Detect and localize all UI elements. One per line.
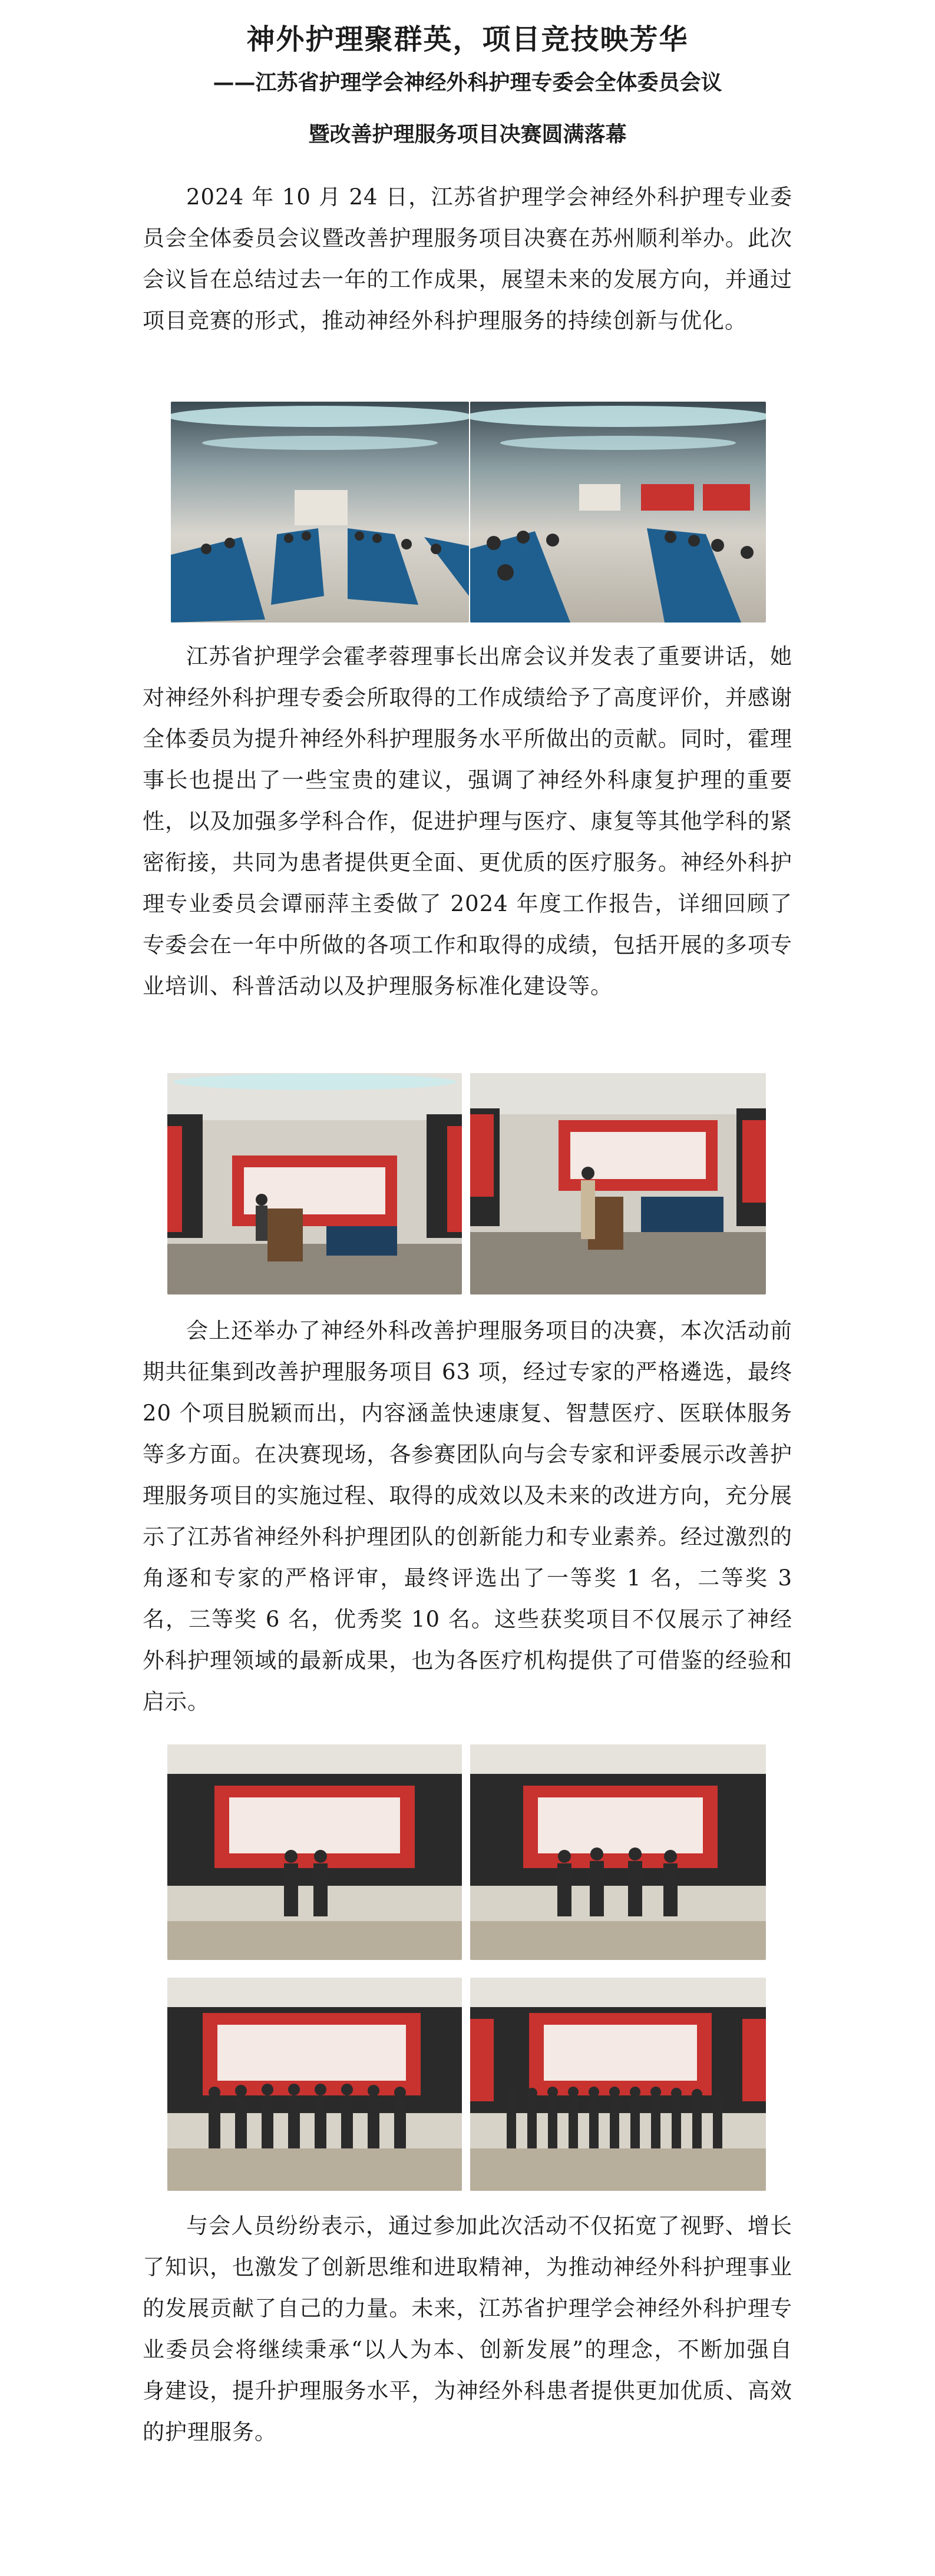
article-title: 神外护理聚群英，项目竞技映芳华 [246, 23, 689, 56]
paragraph-competition: 会上还举办了神经外科改善护理服务项目的决赛，本次活动前期共征集到改善护理服务项目 63 项，经过专家的严格遴选，最终 20 个项目脱颖而出，内容涵盖快速康复、智慧医疗、医联体服务等多方面。在决赛现场，各参赛团队向与会专家和评委展示改善护理服务项目的实施过程、取得的成效以及未来的改进方向，充分展示了江苏省神经外科护理团队的创新能力和专业素养。经过激烈的角逐和专家的严格评审，最终评选出了一等奖 1 名，二等奖 3 名，三等奖 6 名，优秀奖 10 名。这些获奖项目不仅展示了神经外科护理领域的最新成果，也为各医疗机构提供了可借鉴的经验和启示。 [143, 1318, 792, 1714]
photo-award-ceremony-2 [470, 1744, 766, 1960]
photo-conference-hall-left [171, 402, 469, 623]
photo-speaker-podium-right [470, 1073, 766, 1294]
article [143, 0, 792, 2576]
photo-award-ceremony-1 [167, 1744, 462, 1960]
paragraph-conclusion: 与会人员纷纷表示，通过参加此次活动不仅拓宽了视野、增长了知识，也激发了创新思维和进取精神，为推动神经外科护理事业的发展贡献了自己的力量。未来，江苏省护理学会神经外科护理专业委员会将继续秉承“以人为本、创新发展”的理念，不断加强自身建设，提升护理服务水平，为神经外科患者提供更加优质、高效的护理服务。 [143, 2213, 792, 2445]
photo-speaker-podium-left [167, 1073, 462, 1294]
paragraph-speeches: 江苏省护理学会霍孝蓉理事长出席会议并发表了重要讲话，她对神经外科护理专委会所取得的工作成绩给予了高度评价，并感谢全体委员为提升神经外科护理服务水平所做出的贡献。同时，霍理事长也提出了一些宝贵的建议，强调了神经外科康复护理的重要性，以及加强多学科合作，促进护理与医疗、康复等其他学科的紧密衔接，共同为患者提供更全面、更优质的医疗服务。神经外科护理专业委员会谭丽萍主委做了 2024 年度工作报告，详细回顾了专委会在一年中所做的各项工作和取得的成绩，包括开展的多项专业培训、科普活动以及护理服务标准化建设等。 [143, 644, 792, 999]
photo-award-ceremony-4 [470, 1978, 766, 2191]
photo-conference-hall-right [470, 402, 766, 623]
photo-award-ceremony-3 [167, 1978, 462, 2191]
article-subtitle-line-1: ——江苏省护理学会神经外科护理专委会全体委员会议 [213, 70, 722, 95]
article-subtitle-line-2: 暨改善护理服务项目决赛圆满落幕 [308, 122, 627, 147]
paragraph-intro: 2024 年 10 月 24 日，江苏省护理学会神经外科护理专业委员会全体委员会议暨改善护理服务项目决赛在苏州顺利举办。此次会议旨在总结过去一年的工作成果，展望未来的发展方向，并通过项目竞赛的形式，推动神经外科护理服务的持续创新与优化。 [143, 184, 792, 333]
